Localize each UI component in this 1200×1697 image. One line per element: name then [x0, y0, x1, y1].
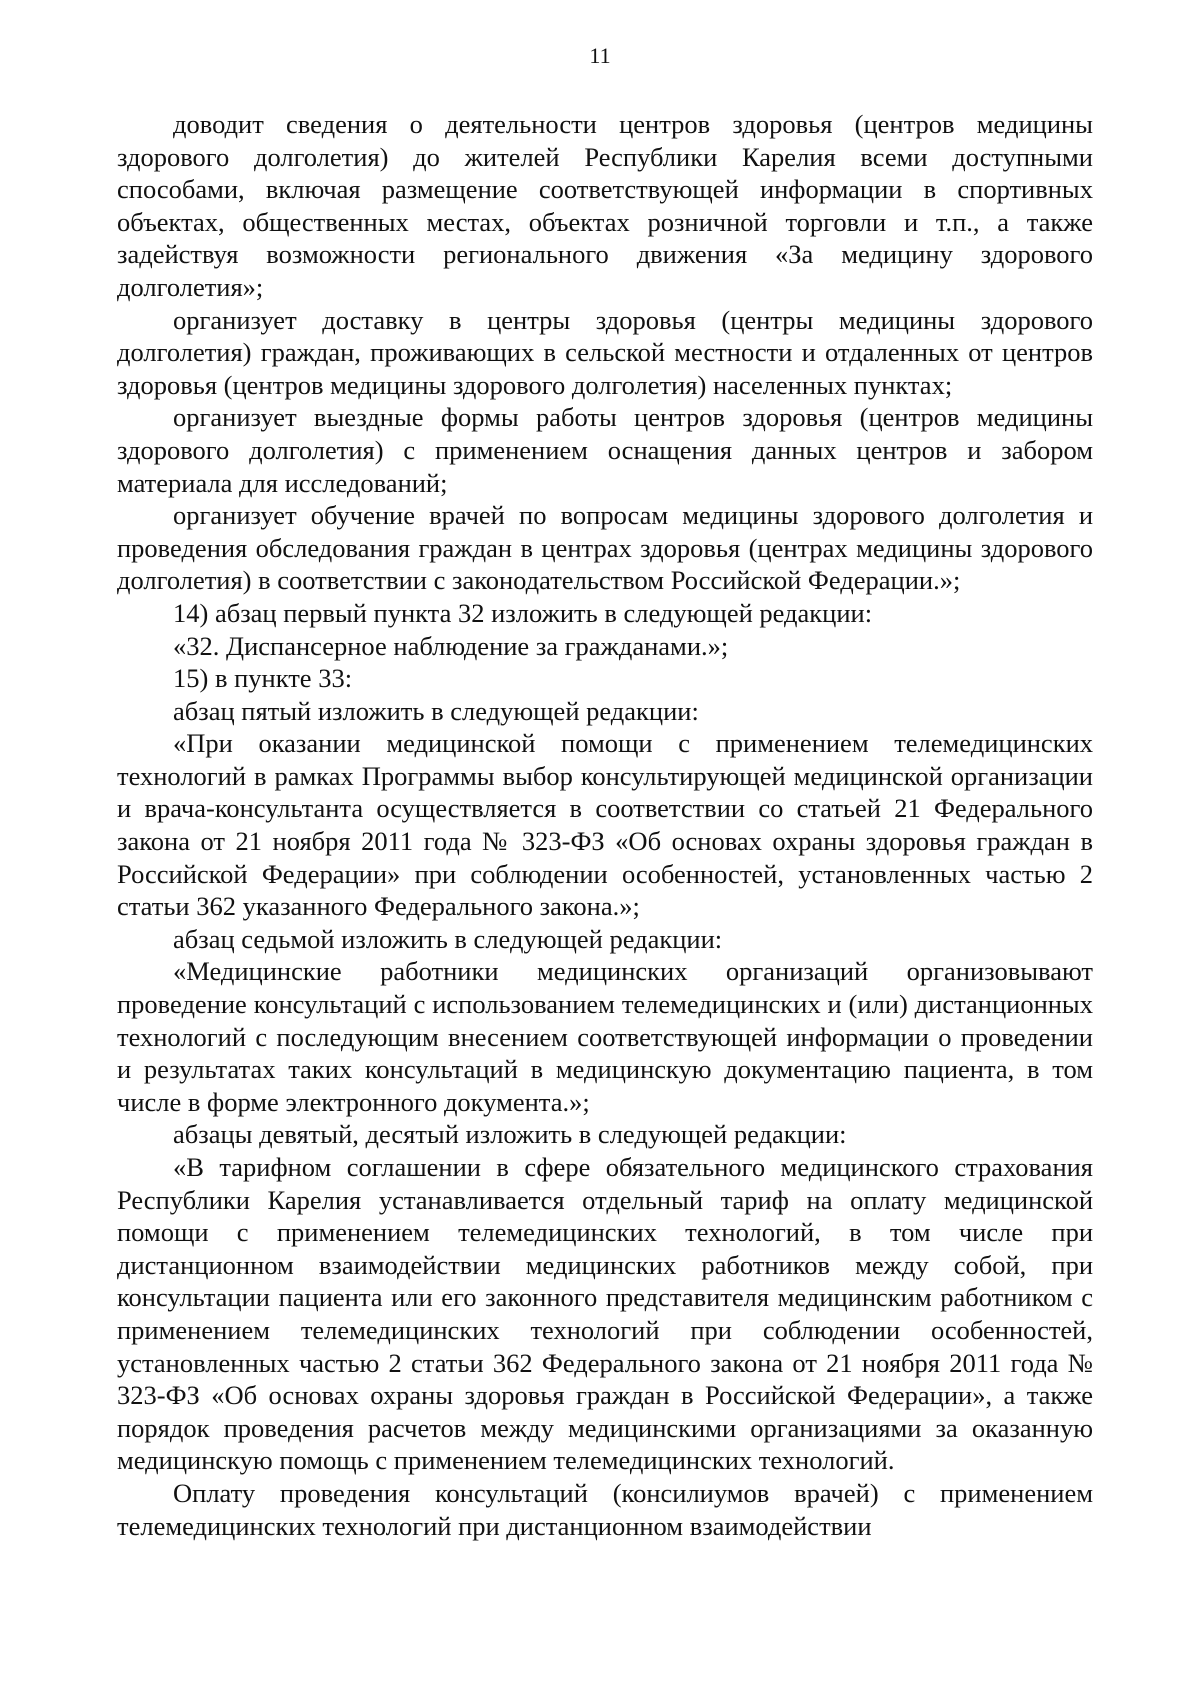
paragraph-fifth-abzac: абзац пятый изложить в следующей редакции:	[173, 695, 699, 726]
paragraph-delivery: организует доставку в центры здоровья (центры медицины здорового долголетия) граждан, проживающих в сельской местности и отдаленных от центров здоровья (центров медицины здорового долголетия) населенных пунктах;	[117, 304, 1093, 400]
paragraph-ninth-tenth-abzac: абзацы девятый, десятый изложить в следующей редакции:	[173, 1119, 847, 1150]
paragraph-training: организует обучение врачей по вопросам медицины здорового долголетия и проведения обследования граждан в центрах здоровья (центрах медицины здорового долголетия) в соответствии с законодательством Российской Федерации.»;	[117, 500, 1093, 596]
paragraph-consultations: «Медицинские работники медицинских организаций организовывают проведение консультаций с использованием телемедицинских и (или) дистанционных технологий с последующим внесением соответствующей информации о проведении и результатах таких консультаций в медицинскую документацию пациента, в том числе в форме электронного документа.»;	[117, 956, 1093, 1117]
page-number: 11	[589, 43, 611, 68]
paragraph-seventh-abzac: абзац седьмой изложить в следующей редакции:	[173, 923, 723, 954]
paragraph-outreach: организует выездные формы работы центров здоровья (центров медицины здорового долголетия) с применением оснащения данных центров и забором материала для исследований;	[117, 402, 1093, 498]
paragraph-centers-info: доводит сведения о деятельности центров здоровья (центров медицины здорового долголетия) до жителей Республики Карелия всеми доступными способами, включая размещение соответствующей информации в спортивных объектах, общественных местах, объектах розничной торговли и т.п., а также задействуя возможности регионального движения «За медицину здорового долголетия»;	[117, 109, 1093, 302]
paragraph-payment: Оплату проведения консультаций (консилиумов врачей) с применением телемедицинских технологий при дистанционном взаимодействии	[117, 1477, 1093, 1541]
document-body	[117, 108, 1093, 1542]
paragraph-telemedicine-choice: «При оказании медицинской помощи с применением телемедицинских технологий в рамках Программы выбор консультирующей медицинской организации и врача-консультанта осуществляется в соответствии со статьей 21 Федерального закона от 21 ноября 2011 года № 323-ФЗ «Об основах охраны здоровья граждан в Российской Федерации» при соблюдении особенностей, установленных частью 2 статьи 362 указанного Федерального закона.»;	[117, 728, 1093, 922]
paragraph-point-32: «32. Диспансерное наблюдение за гражданами.»;	[173, 630, 729, 661]
paragraph-tariff: «В тарифном соглашении в сфере обязательного медицинского страхования Республики Карелия устанавливается отдельный тариф на оплату медицинской помощи с применением телемедицинских технологий, в том числе при дистанционном взаимодействии медицинских работников между собой, при консультации пациента или его законного представителя медицинским работником с применением телемедицинских технологий при соблюдении особенностей, установленных частью 2 статьи 362 Федерального закона от 21 ноября 2011 года № 323-ФЗ «Об основах охраны здоровья граждан в Российской Федерации», а также порядок проведения расчетов между медицинскими организациями за оказанную медицинскую помощь с применением телемедицинских технологий.	[117, 1152, 1093, 1476]
paragraph-item-14: 14) абзац первый пункта 32 изложить в следующей редакции:	[173, 597, 873, 628]
paragraph-item-15: 15) в пункте 33:	[173, 663, 353, 694]
